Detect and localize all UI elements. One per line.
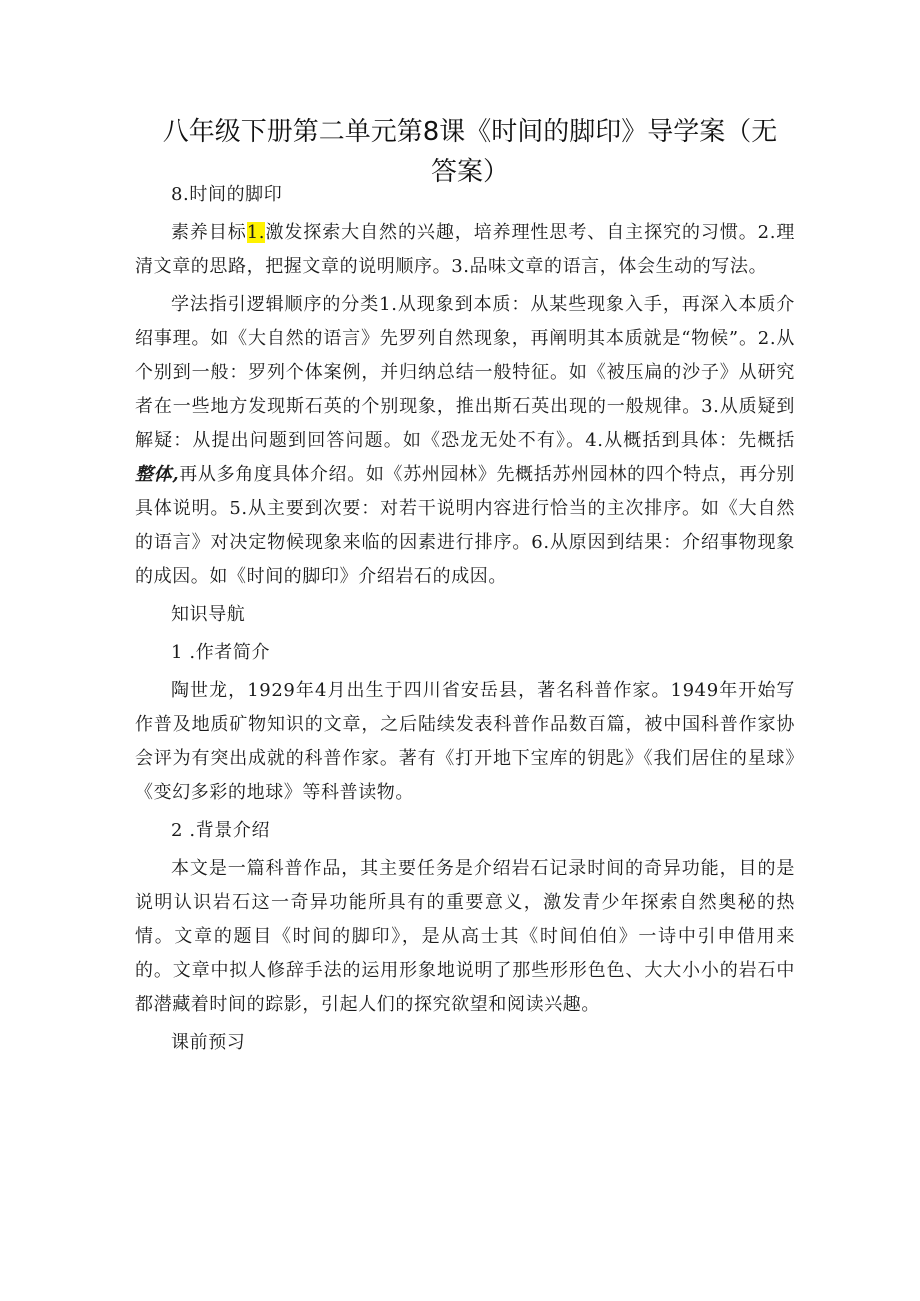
method-text-after: 再从多角度具体介绍。如《苏州园林》先概括苏州园林的四个特点，再分别具体说明。5.从主要到次要：对若干说明内容进行恰当的主次排序。如《大自然的语言》对决定物候现象来临的因素进行排序。6.从原因到结果：介绍事物现象的成因。如《时间的脚印》介绍岩石的成因。: [135, 464, 796, 587]
section-preview-heading: 课前预习: [171, 1032, 246, 1053]
author-paragraph: 陶世龙，1929年4月出生于四川省安岳县，著名科普作家。1949年开始写作普及地质矿物知识的文章，之后陆续发表科普作品数百篇，被中国科普作家协会评为有突出成就的科普作家。著有《打开地下宝库的钥匙》《我们居住的星球》《变幻多彩的地球》等科普读物。: [135, 680, 795, 803]
lesson-heading: 8.时间的脚印: [171, 184, 283, 205]
goals-paragraph: [135, 216, 795, 284]
background-subheading: 2 .背景介绍: [171, 820, 271, 841]
goals-highlight: 1.: [246, 222, 266, 243]
method-text-before: 学法指引逻辑顺序的分类1.从现象到本质：从某些现象入手，再深入本质介绍事理。如《大自然的语言》先罗列自然现象，再阐明其本质就是“物候”。2.从个别到一般：罗列个体案例，并归纳总结一般特征。如《被压扁的沙子》从研究者在一些地方发现斯石英的个别现象，推出斯石英出现的一般规律。3.从质疑到解疑：从提出问题到回答问题。如《恐龙无处不有》。4.从概括到具体：先概括: [135, 294, 795, 451]
goals-lead: 素养目标: [171, 222, 247, 243]
document-title: 八年级下册第二单元第8课《时间的脚印》导学案（无答案）: [162, 117, 778, 187]
section-knowledge-heading: 知识导航: [171, 604, 246, 625]
goals-text: 激发探索大自然的兴趣，培养理性思考、自主探究的习惯。2.理清文章的思路，把握文章的说明顺序。3.品味文章的语言，体会生动的写法。: [135, 222, 795, 277]
method-emphasis: 整体,: [135, 464, 180, 485]
author-subheading: 1 .作者简介: [171, 642, 271, 663]
document-body: [135, 178, 795, 1060]
method-paragraph: [135, 288, 795, 594]
background-paragraph: 本文是一篇科普作品，其主要任务是介绍岩石记录时间的奇异功能，目的是说明认识岩石这一奇异功能所具有的重要意义，激发青少年探索自然奥秘的热情。文章的题目《时间的脚印》，是从高士其《时间伯伯》一诗中引申借用来的。文章中拟人修辞手法的运用形象地说明了那些形形色色、大大小小的岩石中都潜藏着时间的踪影，引起人们的探究欲望和阅读兴趣。: [135, 858, 795, 1015]
